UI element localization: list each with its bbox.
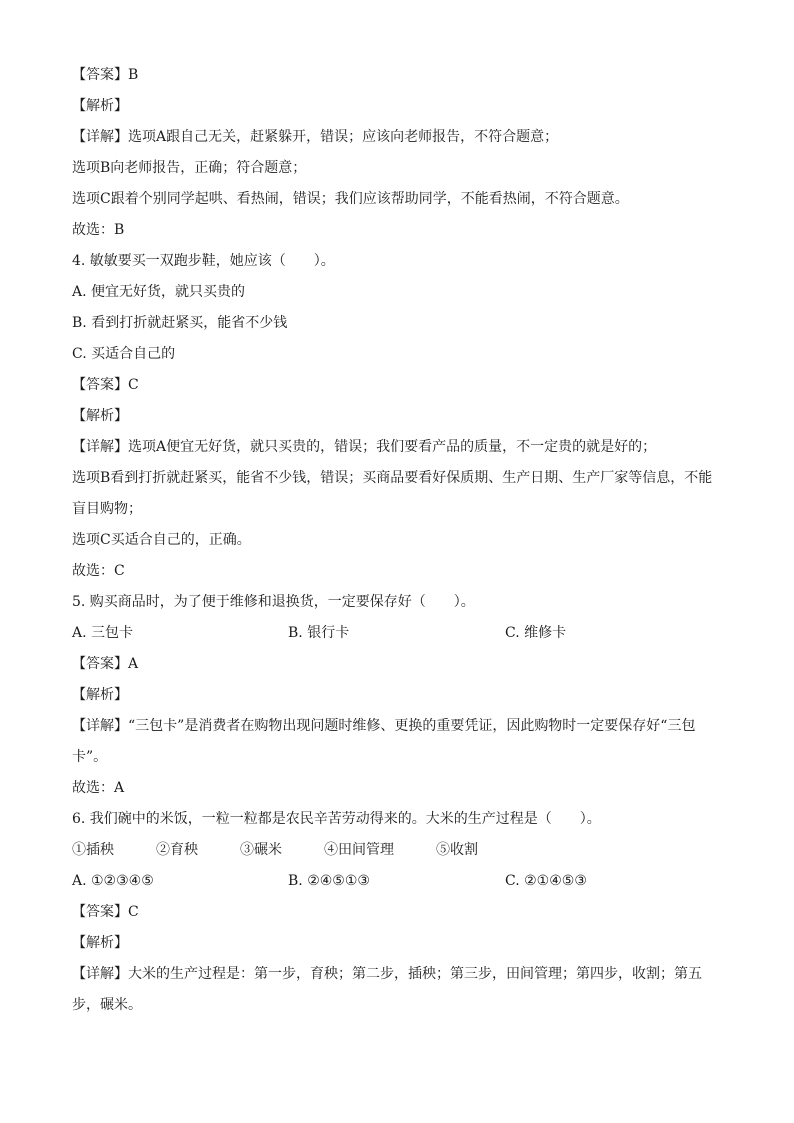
q4-option-c: C. 买适合自己的 [72, 346, 176, 362]
q5-detail-line-2: 卡”。 [72, 749, 108, 765]
q3-analysis-heading: 【解析】 [72, 98, 128, 114]
q3-detail-line-1: 【详解】选项A跟自己无关，赶紧躲开，错误；应该向老师报告，不符合题意； [72, 129, 559, 145]
q4-option-b: B. 看到打折就赶紧买，能省不少钱 [72, 315, 288, 331]
q6-stem: 6. 我们碗中的米饭，一粒一粒都是农民辛苦劳动得来的。大米的生产过程是（ ）。 [72, 811, 601, 827]
q6-step-3: ③碾米 [240, 842, 282, 858]
q4-detail-line-4: 选项C买适合自己的，正确。 [72, 532, 251, 548]
q5-choose: 故选：A [72, 780, 125, 796]
q4-answer: 【答案】C [72, 377, 139, 393]
q6-step-5: ⑤收割 [436, 842, 478, 858]
q5-stem: 5. 购买商品时，为了便于维修和退换货，一定要保存好（ ）。 [72, 594, 475, 610]
q5-option-a: A. 三包卡 [72, 625, 134, 641]
q4-stem: 4. 敏敏要买一双跑步鞋，她应该（ ）。 [72, 253, 335, 269]
q3-choose: 故选：B [72, 222, 125, 238]
q4-choose: 故选：C [72, 563, 125, 579]
q6-option-c: C. ②①④⑤③ [505, 873, 587, 889]
q5-detail-line-1: 【详解】“三包卡”是消费者在购物出现问题时维修、更换的重要凭证，因此购物时一定要保存好“三包 [72, 718, 696, 734]
q3-answer: 【答案】B [72, 67, 139, 83]
q6-step-1: ①插秧 [72, 842, 114, 858]
q3-detail-line-3: 选项C跟着个别同学起哄、看热闹，错误；我们应该帮助同学，不能看热闹，不符合题意。 [72, 191, 629, 207]
q4-detail-line-2: 选项B看到打折就赶紧买，能省不少钱，错误；买商品要看好保质期、生产日期、生产厂家等信息，不能 [72, 470, 713, 486]
q5-option-b: B. 银行卡 [288, 625, 350, 641]
q5-analysis-heading: 【解析】 [72, 687, 128, 703]
q6-answer: 【答案】C [72, 904, 139, 920]
q6-detail-line-2: 步，碾米。 [72, 997, 142, 1013]
q6-step-2: ②育秧 [156, 842, 198, 858]
q6-step-4: ④田间管理 [324, 842, 394, 858]
q4-detail-line-3: 盲目购物； [72, 501, 142, 517]
q6-option-a: A. ①②③④⑤ [72, 873, 154, 889]
q4-detail-line-1: 【详解】选项A便宜无好货，就只买贵的，错误；我们要看产品的质量，不一定贵的就是好的； [72, 439, 657, 455]
q6-option-b: B. ②④⑤①③ [288, 873, 370, 889]
q5-answer: 【答案】A [72, 656, 139, 672]
q6-analysis-heading: 【解析】 [72, 935, 128, 951]
q3-detail-line-2: 选项B向老师报告，正确；符合题意； [72, 160, 307, 176]
q4-analysis-heading: 【解析】 [72, 408, 128, 424]
q4-option-a: A. 便宜无好货，就只买贵的 [72, 284, 246, 300]
q6-detail-line-1: 【详解】大米的生产过程是：第一步，育秧；第二步，插秧；第三步，田间管理；第四步，收割；第五 [72, 966, 702, 982]
q5-option-c: C. 维修卡 [505, 625, 567, 641]
